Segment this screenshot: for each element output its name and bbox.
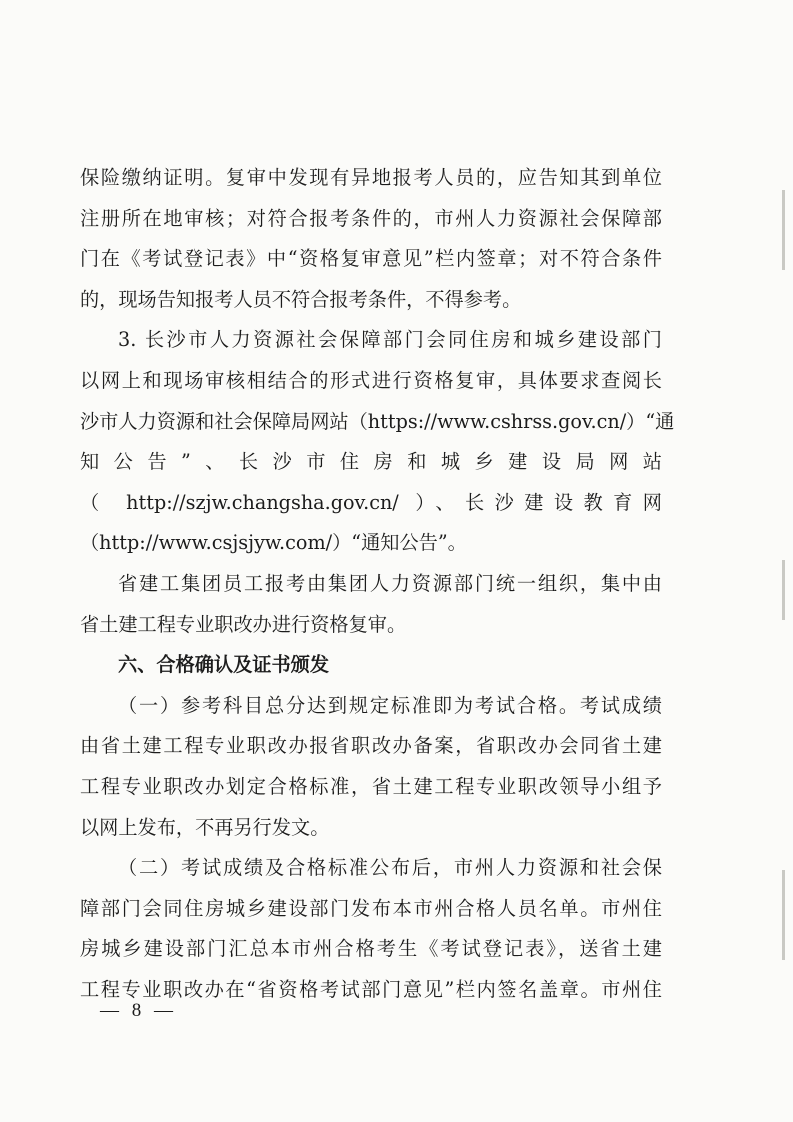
scan-edge-mark (782, 870, 785, 960)
paragraph-line: 的，现场告知报考人员不符合报考条件，不得参考。 (80, 287, 522, 311)
paragraph-line: （二）考试成绩及合格标准公布后，市州人力资源和社会保 (118, 856, 662, 880)
paragraph-line: （http://www.csjsjyw.com/）“通知公告”。 (80, 531, 467, 555)
document-body (80, 158, 720, 1010)
paragraph-line: 工程专业职改办在“省资格考试部门意见”栏内签名盖章。市州住 (80, 977, 662, 1001)
paragraph-line: （一）参考科目总分达到规定标准即为考试合格。考试成绩 (118, 693, 662, 717)
paragraph-line: 知公告”、长沙市住房和城乡建设局网站 (80, 450, 662, 474)
paragraph-line: 门在《考试登记表》中“资格复审意见”栏内签章；对不符合条件 (80, 247, 662, 271)
paragraph-line: 沙市人力资源和社会保障局网站（https://www.cshrss.gov.cn/）“通 (80, 409, 675, 433)
scan-edge-mark (782, 190, 785, 270)
paragraph-line: 省土建工程专业职改办进行资格复审。 (80, 612, 407, 636)
page-number: — 8 — (100, 1000, 177, 1021)
paragraph-line: 由省土建工程专业职改办报省职改办备案，省职改办会同省土建 (80, 734, 662, 758)
paragraph-line: （ http://szjw.changsha.gov.cn/ ）、长沙建设教育网 (80, 490, 662, 514)
paragraph-line: 工程专业职改办划定合格标准，省土建工程专业职改领导小组予 (80, 774, 662, 798)
paragraph-line: 房城乡建设部门汇总本市州合格考生《考试登记表》，送省土建 (80, 937, 662, 961)
paragraph-line: 保险缴纳证明。复审中发现有异地报考人员的，应告知其到单位 (80, 166, 662, 189)
section-heading: 六、合格确认及证书颁发 (118, 653, 330, 677)
paragraph-line: 3. 长沙市人力资源社会保障部门会同住房和城乡建设部门 (118, 328, 662, 352)
paragraph-line: 以网上和现场审核相结合的形式进行资格复审，具体要求查阅长 (80, 368, 662, 392)
paragraph-line: 以网上发布，不再另行发文。 (80, 815, 330, 839)
paragraph-line: 省建工集团员工报考由集团人力资源部门统一组织，集中由 (118, 571, 662, 595)
paragraph-line: 注册所在地审核；对符合报考条件的，市州人力资源社会保障部 (80, 206, 662, 230)
paragraph-line: 障部门会同住房城乡建设部门发布本市州合格人员名单。市州住 (80, 896, 662, 920)
scan-edge-mark (782, 560, 785, 620)
